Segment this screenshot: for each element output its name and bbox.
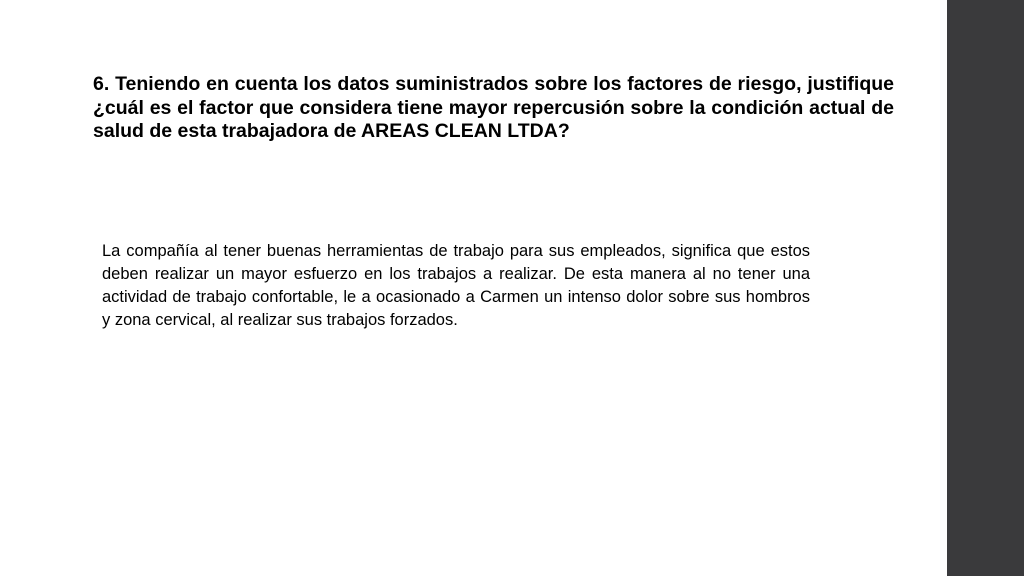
decorative-side-bar bbox=[947, 0, 1024, 576]
answer-paragraph: La compañía al tener buenas herramientas de trabajo para sus empleados, significa que estos deben realizar un mayor esfuerzo en los trabajos a realizar. De esta manera al no tener una actividad de trabajo confortable, le a ocasionado a Carmen un intenso dolor sobre sus hombros y zona cervical, al realizar sus trabajos forzados. bbox=[102, 242, 810, 329]
question-heading: 6. Teniendo en cuenta los datos suministrados sobre los factores de riesgo, justifique ¿cuál es el factor que considera tiene mayor repercusión sobre la condición actual de salud de esta trabajadora de AREAS CLEAN LTDA? bbox=[93, 73, 894, 142]
